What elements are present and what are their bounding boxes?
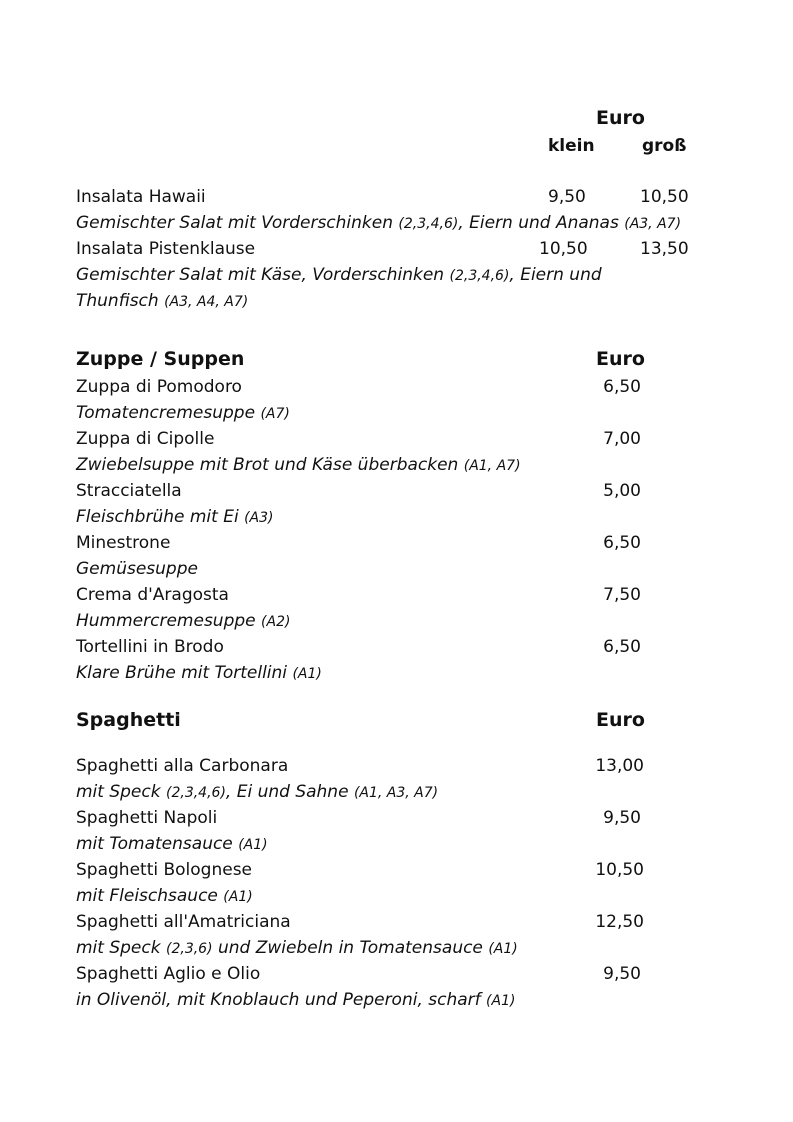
soup-name: Zuppa di Pomodoro	[76, 377, 242, 397]
spaghetti-currency-header: Euro	[596, 709, 645, 731]
spaghetti-description	[76, 782, 438, 803]
desc-text: Thunfisch	[76, 291, 159, 311]
spaghetti-price: 13,00	[595, 756, 644, 776]
salad-description-cont	[76, 291, 248, 312]
salad-name: Insalata Hawaii	[76, 187, 206, 207]
additive-note: (2,3,4,6)	[398, 216, 459, 232]
soups-currency-header: Euro	[596, 348, 645, 370]
spaghetti-name: Spaghetti Napoli	[76, 808, 218, 828]
allergen-note: (A1)	[488, 941, 518, 957]
desc-text: Tomatencremesuppe	[76, 403, 256, 423]
price-large: 10,50	[640, 187, 689, 207]
price-small: 10,50	[539, 239, 588, 259]
price-large: 13,50	[640, 239, 689, 259]
desc-text: Gemischter Salat mit Vorderschinken	[76, 213, 393, 233]
soup-description	[76, 403, 290, 424]
salads-currency-header: Euro	[596, 107, 645, 129]
price-small: 9,50	[548, 187, 586, 207]
allergen-note: (A1, A7)	[463, 458, 521, 474]
spaghetti-name: Spaghetti alla Carbonara	[76, 756, 289, 776]
desc-text: Fleischbrühe mit Ei	[76, 507, 239, 527]
desc-text: , Eiern und	[509, 265, 602, 285]
soup-description	[76, 663, 322, 684]
additive-note: (2,3,4,6)	[166, 785, 226, 801]
soup-description	[76, 559, 198, 579]
soup-name: Minestrone	[76, 533, 171, 553]
soup-description	[76, 507, 274, 528]
desc-text: Klare Brühe mit Tortellini	[76, 663, 288, 683]
spaghetti-price: 9,50	[603, 964, 641, 984]
soup-price: 5,00	[603, 481, 641, 501]
salad-description	[76, 213, 681, 234]
desc-text: Hummercremesuppe	[76, 611, 256, 631]
desc-text: , Eiern und Ananas	[458, 213, 619, 233]
additive-note: (2,3,4,6)	[449, 268, 510, 284]
desc-text: in Olivenöl, mit Knoblauch und Peperoni, scharf	[76, 990, 481, 1010]
spaghetti-description	[76, 886, 253, 907]
spaghetti-price: 10,50	[595, 860, 644, 880]
desc-text: , Ei und Sahne	[225, 782, 349, 802]
allergen-note: (A3, A4, A7)	[164, 294, 249, 310]
desc-text: mit Speck	[76, 938, 161, 958]
soup-name: Stracciatella	[76, 481, 182, 501]
soup-name: Tortellini in Brodo	[76, 637, 224, 657]
desc-text: und Zwiebeln in Tomatensauce	[212, 938, 483, 958]
soup-price: 6,50	[603, 533, 641, 553]
soup-price: 6,50	[603, 377, 641, 397]
spaghetti-description	[76, 938, 518, 959]
allergen-note: (A1, A3, A7)	[353, 785, 439, 801]
soup-name: Crema d'Aragosta	[76, 585, 229, 605]
spaghetti-description	[76, 990, 515, 1011]
col-small-header: klein	[548, 136, 595, 156]
desc-text: mit Fleischsauce	[76, 886, 218, 906]
spaghetti-name: Spaghetti all'Amatriciana	[76, 912, 291, 932]
spaghetti-title: Spaghetti	[76, 709, 181, 731]
soup-price: 7,50	[603, 585, 641, 605]
soup-price: 6,50	[603, 637, 641, 657]
spaghetti-name: Spaghetti Bolognese	[76, 860, 253, 880]
spaghetti-price: 12,50	[595, 912, 644, 932]
spaghetti-price: 9,50	[603, 808, 641, 828]
allergen-note: (A1)	[223, 889, 253, 905]
desc-text: Gemischter Salat mit Käse, Vorderschinken	[76, 265, 445, 285]
spaghetti-description	[76, 834, 268, 855]
desc-text: Gemüsesuppe	[76, 559, 198, 579]
desc-text: mit Tomatensauce	[76, 834, 233, 854]
soups-title: Zuppe / Suppen	[76, 348, 245, 370]
spaghetti-name: Spaghetti Aglio e Olio	[76, 964, 261, 984]
additive-note: (2,3,6)	[166, 941, 213, 957]
allergen-note: (A1)	[486, 993, 516, 1009]
salad-name: Insalata Pistenklause	[76, 239, 256, 259]
soup-description	[76, 611, 290, 632]
col-large-header: groß	[642, 136, 687, 156]
desc-text: Zwiebelsuppe mit Brot und Käse überbacken	[76, 455, 459, 475]
desc-text: mit Speck	[76, 782, 161, 802]
allergen-note: (A7)	[260, 406, 290, 422]
allergen-note: (A3)	[244, 510, 274, 526]
allergen-note: (A3, A7)	[624, 216, 682, 232]
soup-price: 7,00	[603, 429, 641, 449]
soup-name: Zuppa di Cipolle	[76, 429, 215, 449]
salad-description	[76, 265, 602, 286]
allergen-note: (A1)	[238, 837, 268, 853]
allergen-note: (A1)	[292, 666, 322, 682]
soup-description	[76, 455, 521, 476]
allergen-note: (A2)	[261, 614, 291, 630]
